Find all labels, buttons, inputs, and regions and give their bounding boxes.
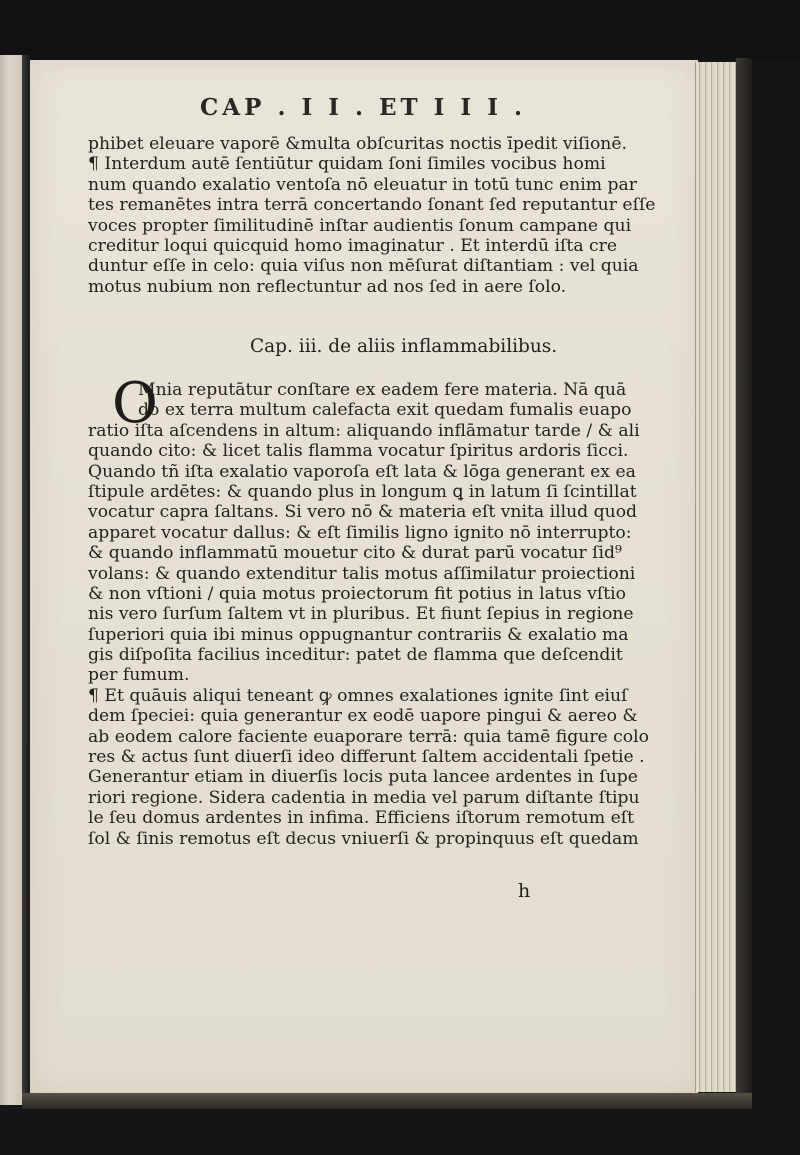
text-line: le ſeu domus ardentes in infima. Efficiens iſtorum remotum eſt: [88, 808, 635, 829]
text-line: ¶ Et quāuis aliqui teneant ꝙ omnes exalationes ignite ſint eiuſ: [88, 685, 628, 706]
text-line: ¶ Interdum autē ſentiūtur quidam ſoni ſimiles vocibus homi: [88, 154, 606, 175]
initial-letter: O: [112, 371, 158, 436]
text-line: volans: & quando extenditur talis motus aſſimilatur proiectioni: [88, 563, 636, 584]
text-line: res & actus ſunt diuerſi ideo differunt ſaltem accidentali ſpetie .: [88, 747, 645, 768]
text-line: voces propter ſimilitudinē inſtar audientis ſonum campane qui: [88, 215, 632, 236]
signature-mark: h: [518, 880, 531, 902]
text-line: motus nubium non reflectuntur ad nos ſed in aere ſolo.: [88, 276, 567, 297]
page-stack-edge: [695, 62, 738, 1092]
text-line: dem ſpeciei: quia generantur ex eodē uapore pingui & aereo &: [88, 706, 638, 727]
text-line: creditur loqui quicquid homo imaginatur . Et interdū iſta cre: [88, 235, 618, 256]
paragraph-1: [88, 134, 656, 297]
text-line: ſtipule ardētes: & quando plus in longum ꝗ in latum ſi ſcintillat: [88, 481, 637, 502]
chapter-heading: Cap. iii. de aliis inflammabilibus.: [250, 336, 558, 357]
text-line: Quando tñ iſta exalatio vaporoſa eſt lata & lōga generant ex ea: [88, 461, 636, 482]
paragraph-2: [88, 371, 649, 849]
text-line: ſuperiori quia ibi minus oppugnantur contrariis & exalatio ma: [88, 624, 629, 645]
text-line: quando cito: & licet talis flamma vocatur ſpiritus ardoris ſicci.: [88, 441, 629, 462]
text-line: phibet eleuare vaporē &multa obſcuritas noctis īpedit viſionē.: [88, 134, 628, 154]
left-page-edge: [0, 55, 23, 1105]
text-line: riori regione. Sidera cadentia in media vel parum diſtante ſtipu: [88, 787, 640, 808]
text-line: num quando exalatio ventoſa nō eleuatur in totū tunc enim par: [88, 174, 637, 195]
text-line: Generantur etiam in diuerſis locis puta lancee ardentes in ſupe: [88, 767, 638, 788]
text-line: vocatur capra ſaltans. Si vero nō & materia eſt vnita illud quod: [88, 502, 638, 523]
book-bottom-edge: [22, 1093, 752, 1109]
text-line: ſol & ſinis remotus eſt decus vniuerſi & propinquus eſt quedam: [88, 828, 639, 849]
running-head: CAP . I I . ET I I I .: [200, 94, 526, 121]
text-line: nis vero ſurſum ſaltem vt in pluribus. Et fiunt ſepius in regione: [88, 604, 634, 625]
text-line: per fumum.: [88, 665, 190, 686]
text-line: & quando inflammatū mouetur cito & durat parū vocatur ſid⁹: [88, 543, 622, 564]
text-line: ratio iſta aſcendens in altum: aliquando inflāmatur tarde / & ali: [88, 420, 640, 441]
text-line: Mnia reputātur conſtare ex eadem fere materia. Nā quā: [138, 380, 627, 400]
background-top: [0, 0, 800, 60]
text-line: gis diſpoſita facilius inceditur: patet de flamma que deſcendit: [88, 645, 623, 666]
text-line: do ex terra multum calefacta exit quedam fumalis euapo: [138, 400, 632, 421]
text-line: ab eodem calore faciente euaporare terrā: quia tamē figure colo: [88, 726, 649, 747]
text-line: apparet vocatur dallus: & eſt ſimilis ligno ignito nō interrupto:: [88, 522, 632, 543]
text-line: & non vſtioni / quia motus proiectorum fit potius in latus vſtio: [88, 583, 626, 604]
book-cover-edge: [736, 58, 752, 1098]
text-line: tes remanētes intra terrā concertando ſonant ſed reputantur eſſe: [88, 195, 656, 216]
text-line: duntur eſſe in celo: quia viſus non mēſurat diſtantiam : vel quia: [88, 256, 639, 277]
